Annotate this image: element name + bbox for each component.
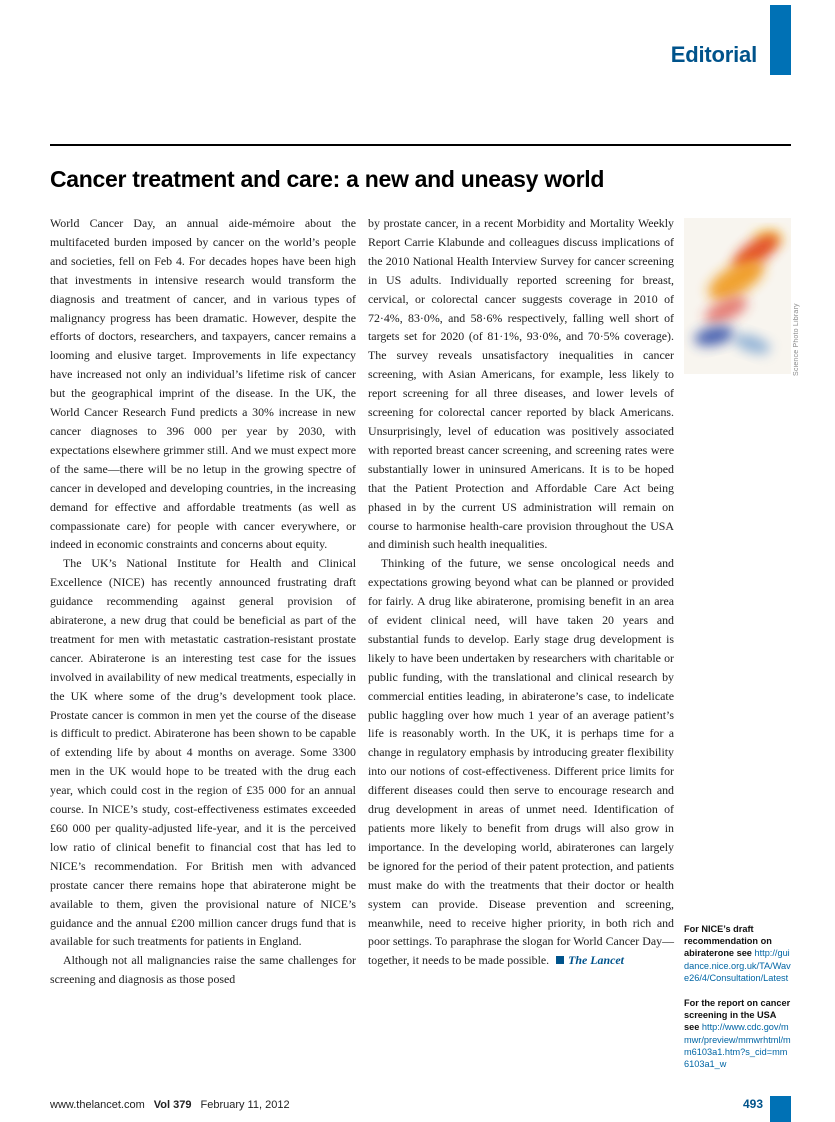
bottom-right-accent-bar (770, 1096, 791, 1122)
body-paragraph-text: Thinking of the future, we sense oncological needs and expectations growing beyond what can be planned or provided for fairly. A drug like abiraterone, promising benefit in an area of evident clinical need, will have taken 20 years and substantial funds to develop. Early stage drug development is likely to have been undertaken by researchers with charitable or public funding, with the translational and clinical research by commercial entities leading, in abiraterone’s case, to indelicate public haggling over how much 1 year of an average patient’s life is reasonably worth. In the UK, it is perhaps time for a change in regulatory emphasis by introducing greater flexibility into our notions of cost-effectiveness. Different price limits for different diseases could then serve to encourage research and drug development in areas of unmet need. Identification of patients more likely to benefit from drugs will also grow in importance. In the developing world, abiraterones can largely be ignored for the period of their patent protection, and patients must make do with the treatments that their doctor or health system can provide. Disease prevention and screening, meanwhile, need to receive higher priority, in both rich and poor settings. To paraphrase the slogan for World Cancer Day—together, it needs to be made possible. (368, 556, 674, 968)
header-rule (50, 144, 791, 146)
page-number: 493 (742, 1097, 763, 1111)
margin-note (684, 923, 791, 984)
footer (50, 1099, 290, 1111)
margin-note-link[interactable]: http://guidance.nice.org.uk/TA/Wave26/4/Consultation/Latest (684, 948, 791, 983)
abstract-artwork-image (684, 218, 791, 374)
margin-notes (684, 923, 791, 1083)
footer-volume: Vol 379 (153, 1099, 192, 1111)
margin-note-label: For NICE’s draft recommendation on abiraterone see (684, 924, 772, 959)
section-label: Editorial (670, 42, 757, 67)
end-square-icon (556, 956, 564, 964)
margin-column (684, 218, 800, 1070)
body-paragraph: by prostate cancer, in a recent Morbidity and Mortality Weekly Report Carrie Klabunde and colleagues discuss implications of the 2010 National Health Interview Survey for cancer screening in US adults. Individually reported screening for breast, cervical, or colorectal cancer suggests coverage in 2010 of 72·4%, 83·0%, and 58·6% respectively, falling well short of targets set for 2020 (of 81·1%, 93·0%, and 70·5% coverage). The survey reveals unsatisfactory inequalities in cancer screening, with Asian Americans, for example, less likely to report screening for all three diseases, and lower levels of screening for colorectal cancer reported by black Americans. Unsurprisingly, level of education was positively associated with reported breast cancer screening, and screening rates were substantially lower in uninsured Americans. It is to be hoped that the Patient Protection and Affordable Care Act being phased in by the current US administration will remain on course to harmonise health-care provision throughout the USA and diminish such health inequalities. (368, 216, 674, 552)
image-credit: Science Photo Library (793, 303, 800, 376)
journal-signoff: The Lancet (568, 953, 624, 968)
margin-note (684, 997, 791, 1070)
body-paragraph (368, 554, 674, 970)
body-paragraph: Although not all malignancies raise the same challenges for screening and diagnosis as those posed (50, 953, 356, 987)
footer-date: February 11, 2012 (200, 1099, 290, 1111)
body-paragraph: World Cancer Day, an annual aide-mémoire about the multifaceted burden imposed by cancer on the world’s people and societies, fell on Feb 4. For decades hopes have been high that investments in intensive research would transform the diagnosis and treatment of cancer, and in various types of malignancy progress has been dramatic. However, despite the efforts of doctors, researchers, and taxpayers, cancer remains a looming and elusive target. Improvements in life expectancy have increased not only an individual’s lifetime risk of cancer but the geographical imprint of the disease. In the UK, the World Cancer Research Fund predicts a 30% increase in new cancer diagnoses to 396 000 per year by 2030, with expectations elsewhere grimmer still. And we must expect more of the same—there will be no letup in the growing spectre of cancer in developed and developing countries, in the increasing demand for effective and affordable treatments (as well as compassionate care) for people with cancer everywhere, or indeed in economic constraints and concerns about equity. (50, 216, 356, 552)
top-right-accent-bar (770, 5, 791, 75)
article-title: Cancer treatment and care: a new and uneasy world (50, 166, 605, 192)
footer-site-url: www.thelancet.com (50, 1099, 145, 1111)
body-column-left (50, 214, 356, 989)
body-column-right (368, 214, 674, 970)
margin-note-label: For the report on cancer screening in the USA see (684, 998, 791, 1033)
margin-note-link[interactable]: http://www.cdc.gov/mmwr/preview/mmwrhtml/mm6103a1.htm?s_cid=mm6103a1_w (684, 1022, 791, 1070)
body-paragraph: The UK’s National Institute for Health and Clinical Excellence (NICE) has recently announced frustrating draft guidance recommending against general provision of abiraterone, a new drug that could be beneficial as part of the treatment for men with metastatic castration-resistant prostate cancer. Abiraterone is an interesting test case for the issues involved in availability of new medical treatments, especially in the UK where some of the drug’s development took place. Prostate cancer is common in men yet the course of the disease is difficult to predict. Abiraterone has been shown to be capable of extending life by about 4 months on average. Some 3300 men in the UK would hope to be treated with the drug each year, which could cost in the region of £35 000 for an annual course. In NICE’s study, cost-effectiveness estimates exceeded £60 000 per quality-adjusted life-year, and it is the perceived low ratio of clinical benefit to financial cost that has led to NICE’s recommendation. For British men with advanced prostate cancer there remains hope that abiraterone might be available to them, given the provisional nature of NICE’s guidance and the annual £200 million cancer drugs fund that is available for such treatments for patients in England. (50, 556, 356, 949)
